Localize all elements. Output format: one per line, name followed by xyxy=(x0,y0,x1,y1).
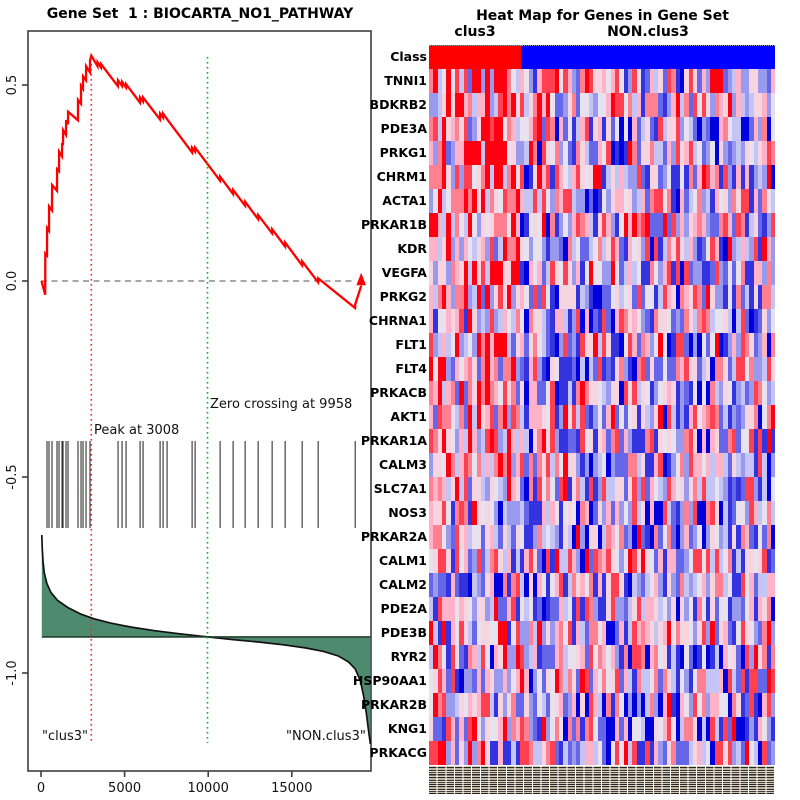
heatmap-row xyxy=(429,717,775,741)
heatmap-cell xyxy=(771,645,775,669)
heatmap-row xyxy=(429,597,775,621)
heatmap-cell xyxy=(771,117,775,141)
heatmap-cell xyxy=(771,717,775,741)
heatmap-cell xyxy=(771,285,775,309)
gene-label: VEGFA xyxy=(381,265,427,280)
x-axis-tick-label: 10000 xyxy=(187,781,229,796)
heatmap-cell xyxy=(771,309,775,333)
gene-label: HSP90AA1 xyxy=(352,673,427,688)
column-labels-band xyxy=(429,775,775,784)
gene-label: KNG1 xyxy=(387,721,427,736)
gene-label: CHRM1 xyxy=(376,169,427,184)
heatmap-cell xyxy=(771,549,775,573)
heatmap-cell xyxy=(771,741,775,765)
heatmap-row xyxy=(429,189,775,213)
heatmap-row xyxy=(429,69,775,93)
column-labels-illegible xyxy=(429,766,775,794)
gene-label: PDE3B xyxy=(380,625,427,640)
heatmap-grid xyxy=(429,69,775,765)
heatmap-cell xyxy=(771,333,775,357)
heatmap-cell xyxy=(771,381,775,405)
gene-label: CALM1 xyxy=(379,553,427,568)
heatmap-cell xyxy=(771,525,775,549)
y-axis-tick-label: 0.0 xyxy=(5,270,20,292)
heatmap-row xyxy=(429,141,775,165)
gene-label: PDE2A xyxy=(380,601,427,616)
phenotype-label-right: "NON.clus3" xyxy=(286,729,366,744)
gene-label: FLT4 xyxy=(395,361,427,376)
y-axis-tick-label: -0.5 xyxy=(5,464,20,490)
heatmap-row xyxy=(429,117,775,141)
heatmap-row xyxy=(429,741,775,765)
gene-label: NOS3 xyxy=(388,505,427,520)
gene-label: ACTA1 xyxy=(382,193,427,208)
heatmap-row xyxy=(429,669,775,693)
gene-label: PRKG2 xyxy=(379,289,427,304)
gene-label: BDKRB2 xyxy=(369,97,427,112)
heatmap-class-label-clus3: clus3 xyxy=(454,24,496,40)
gene-label: RYR2 xyxy=(390,649,427,664)
heatmap-row xyxy=(429,333,775,357)
gene-label: PRKG1 xyxy=(379,145,427,160)
y-axis-tick-label: 0.5 xyxy=(5,74,20,96)
zero-crossing-annotation: Zero crossing at 9958 xyxy=(210,397,353,412)
heatmap-row xyxy=(429,621,775,645)
heatmap-cell xyxy=(771,261,775,285)
heatmap-row xyxy=(429,261,775,285)
class-row-label: Class xyxy=(390,49,427,64)
heatmap-cell xyxy=(771,357,775,381)
gene-label: FLT1 xyxy=(395,337,427,352)
heatmap-cell xyxy=(771,477,775,501)
heatmap-cell xyxy=(771,213,775,237)
heatmap-row xyxy=(429,549,775,573)
heatmap-class-label-non-clus3: NON.clus3 xyxy=(607,24,689,40)
heatmap-row xyxy=(429,381,775,405)
gene-label: CALM3 xyxy=(379,457,427,472)
heatmap-cell xyxy=(771,621,775,645)
class-bar-non-segment xyxy=(521,45,775,69)
heatmap-cell xyxy=(771,501,775,525)
heatmap-title: Heat Map for Genes in Gene Set xyxy=(476,8,729,24)
gene-label: TNNI1 xyxy=(384,73,427,88)
gene-label: CALM2 xyxy=(379,577,427,592)
column-labels-band xyxy=(429,766,775,775)
gene-label: SLC7A1 xyxy=(373,481,427,496)
heatmap-row xyxy=(429,357,775,381)
gene-label: PRKAR1B xyxy=(361,217,427,232)
x-axis-tick-label: 5000 xyxy=(108,781,142,796)
gene-label: PRKAR2B xyxy=(361,697,427,712)
gene-label: PRKAR1A xyxy=(360,433,427,448)
heatmap-row xyxy=(429,573,775,597)
heatmap-cell xyxy=(771,405,775,429)
heatmap-row xyxy=(429,453,775,477)
y-axis-tick-label: -1.0 xyxy=(5,660,20,686)
gene-label: AKT1 xyxy=(390,409,427,424)
peak-annotation: Peak at 3008 xyxy=(94,423,180,438)
heatmap-row xyxy=(429,309,775,333)
gene-label: CHRNA1 xyxy=(368,313,427,328)
heatmap-cell xyxy=(771,597,775,621)
gene-label: KDR xyxy=(397,241,427,256)
heatmap-cell xyxy=(771,453,775,477)
heatmap-cell xyxy=(771,189,775,213)
gene-label: PRKACG xyxy=(369,745,427,760)
es-curve xyxy=(42,56,362,308)
heatmap-row xyxy=(429,693,775,717)
heatmap-row xyxy=(429,477,775,501)
phenotype-label-left: "clus3" xyxy=(42,729,89,744)
heatmap-row xyxy=(429,645,775,669)
heatmap-row xyxy=(429,501,775,525)
gene-label: PDE3A xyxy=(380,121,427,136)
heatmap-row xyxy=(429,237,775,261)
heatmap-cell xyxy=(771,93,775,117)
class-bar-clus3-segment xyxy=(429,45,521,69)
gene-label: PRKACB xyxy=(370,385,427,400)
heatmap-row xyxy=(429,525,775,549)
heatmap-cell xyxy=(771,693,775,717)
x-axis-tick-label: 15000 xyxy=(271,781,313,796)
enrichment-plot-title: Gene Set 1 : BIOCARTA_NO1_PATHWAY xyxy=(46,6,354,22)
heatmap-row xyxy=(429,93,775,117)
heatmap-row xyxy=(429,429,775,453)
heatmap-cell xyxy=(771,429,775,453)
heatmap-cell xyxy=(771,165,775,189)
heatmap-row xyxy=(429,213,775,237)
heatmap-cell xyxy=(771,669,775,693)
x-axis-tick-label: 0 xyxy=(36,781,46,796)
heatmap-cell xyxy=(771,141,775,165)
gene-label: PRKAR2A xyxy=(360,529,427,544)
heatmap-row xyxy=(429,405,775,429)
heatmap-row xyxy=(429,285,775,309)
heatmap-cell xyxy=(771,69,775,93)
column-labels-band xyxy=(429,785,775,794)
gene-labels xyxy=(338,45,427,765)
heatmap-row xyxy=(429,165,775,189)
heatmap-cell xyxy=(771,237,775,261)
heatmap-cell xyxy=(771,573,775,597)
